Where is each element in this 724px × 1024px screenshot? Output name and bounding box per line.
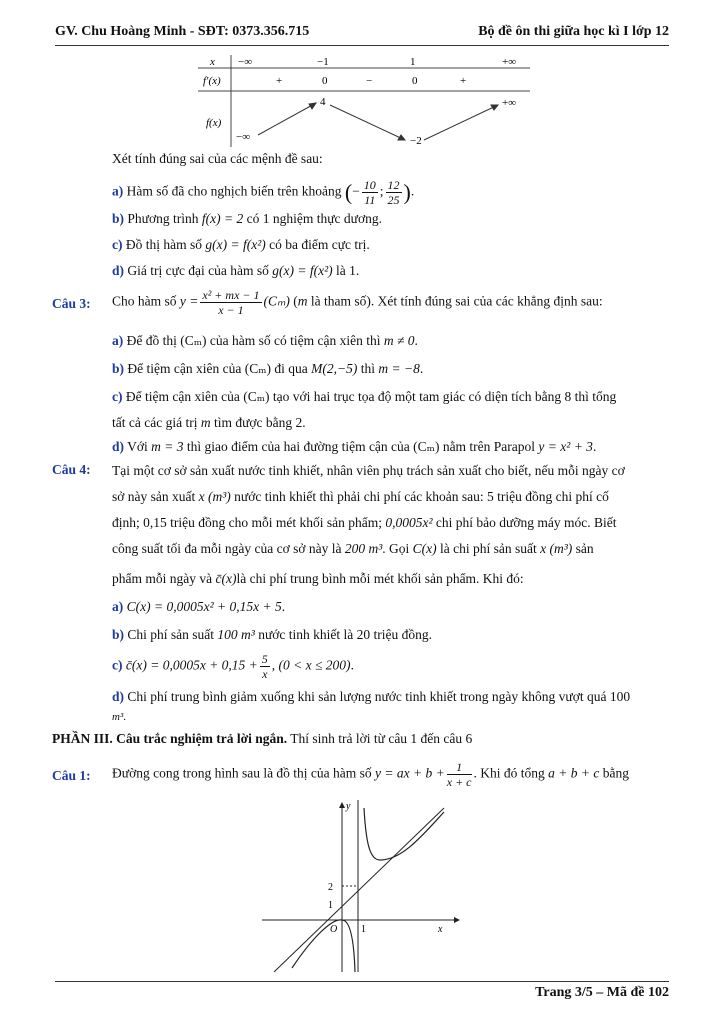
q3-statement-d: d) Với m = 3 thì giao điểm của hai đường tiệm cận của (Cₘ) nằm trên Parapol y = x² + 3. <box>112 439 597 454</box>
q3-statement-c-cont: tất cả các giá trị m tìm được bằng 2. <box>112 415 306 430</box>
q2-statement-d: d) Giá trị cực đại của hàm số g(x) = f(x²) là 1. <box>112 263 360 278</box>
vt-f-0: −∞ <box>236 131 251 143</box>
q4-line-1: Tại một cơ sở sản xuất nước tinh khiết, nhân viên phụ trách sản xuất cho biết, nếu mỗi ngày cơ <box>112 463 625 478</box>
part3-heading: PHẦN III. Câu trắc nghiệm trả lời ngắn. Thí sinh trả lời từ câu 1 đến câu 6 <box>52 731 473 746</box>
q4-line-3: định; 0,15 triệu đồng cho mỗi mét khối sản phẩm; 0,0005x² chi phí bảo dưỡng máy móc. Biết <box>112 515 617 530</box>
q4-label: Câu 4: <box>52 462 91 477</box>
vt-fp-0: + <box>276 75 283 87</box>
q2-statement-c: c) Đồ thị hàm số g(x) = f(x²) có ba điểm cực trị. <box>112 237 370 252</box>
vt-fp-2: − <box>366 75 373 87</box>
q2-intro: Xét tính đúng sai của các mệnh đề sau: <box>112 151 323 166</box>
tick-y1: 1 <box>328 900 333 911</box>
q3-stem: Cho hàm số y = $\frac{\text{x² + mx − 1}}{x - 1}$ (Cₘ) (m là tham số). Xét tính đúng sai của các khẳng định sau: <box>112 288 603 317</box>
q3-statement-a: a) Để đồ thị (Cₘ) của hàm số có tiệm cận xiên thì m ≠ 0. <box>112 333 418 348</box>
q4-line-2: sở này sản xuất x (m³) nước tinh khiết thì phải chi phí các khoản sau: 5 triệu đồng chi phí cố <box>112 489 609 504</box>
vt-fp-label: f′(x) <box>203 75 221 87</box>
variation-table <box>198 55 530 147</box>
q3-statement-b: b) Để tiệm cận xiên của (Cₘ) đi qua M(2,−5) thì m = −8. <box>112 361 424 376</box>
origin-label: O <box>330 924 338 935</box>
vt-x-3: +∞ <box>502 56 517 68</box>
vt-f-1: 4 <box>320 96 326 108</box>
q4-statement-c: c) c̄(x) = 0,0005x + 0,15 + $\frac{5}{x}$ , (0 < x ≤ 200). <box>112 652 354 681</box>
vt-x-2: 1 <box>410 56 416 68</box>
q4-statement-d: d) Chi phí trung bình giảm xuống khi sản lượng nước tinh khiết trong ngày không vượt quá 100 <box>112 689 631 704</box>
q3-label: Câu 3: <box>52 296 91 311</box>
header-divider <box>55 45 669 46</box>
slant-asymptote <box>274 808 444 972</box>
q3-statement-c: c) Để tiệm cận xiên của (Cₘ) tạo với hai trục tọa độ một tam giác có diện tích bằng 8 thì tổng <box>112 389 617 404</box>
tick-x1: 1 <box>361 924 366 935</box>
q4-line-4: công suất tối đa mỗi ngày của cơ sở này là 200 m³. Gọi C(x) là chi phí sản suất x (m³) sản <box>112 541 594 556</box>
vt-f-3: +∞ <box>502 97 517 109</box>
page-number: Trang 3/5 – Mã đề 102 <box>535 985 669 1000</box>
vt-f-2: −2 <box>410 135 422 147</box>
y-axis-label: y <box>346 801 351 812</box>
curve-right-branch <box>364 808 444 860</box>
function-graph <box>262 800 462 974</box>
q4-statement-d-cont: m³. <box>112 711 126 723</box>
q2-statement-b: b) Phương trình f(x) = 2 có 1 nghiệm thực dương. <box>112 211 382 226</box>
vt-fp-4: + <box>460 75 467 87</box>
q1-label: Câu 1: <box>52 768 91 783</box>
x-axis-label: x <box>438 924 443 935</box>
q1-stem: Đường cong trong hình sau là đồ thị của hàm số y = ax + b + $\frac{1}{x + c}$ . Khi đó tổng a + b + c bằng <box>112 760 629 789</box>
q2-statement-a: a) Hàm số đã cho nghịch biến trên khoảng (− $\frac{10}{11}$ ; $\frac{12}{25}$ ). <box>112 178 415 207</box>
q4-statement-a: a) C(x) = 0,0005x² + 0,15x + 5. <box>112 599 286 614</box>
tick-y2: 2 <box>328 882 333 893</box>
vt-x-0: −∞ <box>238 56 253 68</box>
vt-fp-3: 0 <box>412 75 418 87</box>
footer-divider <box>55 981 669 982</box>
vt-x-label: x <box>210 56 215 68</box>
q4-line-5: phẩm mỗi ngày và c̄(x)là chi phí trung bình mỗi mét khối sản phẩm. Khi đó: <box>112 571 524 586</box>
q4-statement-b: b) Chi phí sản suất 100 m³ nước tinh khiết là 20 triệu đồng. <box>112 627 432 642</box>
vt-f-label: f(x) <box>206 117 222 129</box>
header-title: Bộ đề ôn thi giữa học kì I lớp 12 <box>478 24 669 39</box>
vt-fp-1: 0 <box>322 75 328 87</box>
vt-x-1: −1 <box>317 56 329 68</box>
header-author: GV. Chu Hoàng Minh - SĐT: 0373.356.715 <box>55 24 310 39</box>
